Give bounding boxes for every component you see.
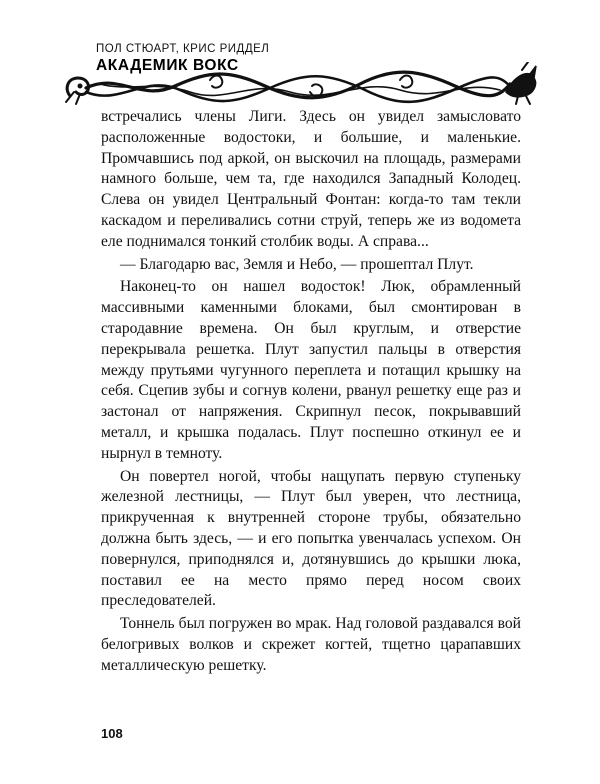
running-head-author: ПОЛ СТЮАРТ, КРИС РИДДЕЛ xyxy=(96,43,270,55)
running-head-title: АКАДЕМИК ВОКС xyxy=(96,57,239,74)
decorative-header-ornament xyxy=(60,62,540,106)
body-text xyxy=(101,107,521,677)
paragraph: Тоннель был погружен во мрак. Над головой раздавался вой белогривых волков и скрежет когтей, тщетно царапавших металлическую решетку. xyxy=(101,615,521,674)
paragraph: Он повертел ногой, чтобы нащупать первую ступеньку железной лестницы, — Плут был уверен, что лестница, прикрученная к внутренней стороне трубы, обязательно должна быть здесь, — и его попытка увенчалась успехом. Он повернулся, приподнялся и, дотянувшись до крышки люка, поставил ее на место прямо перед носом своих преследователей. xyxy=(101,467,521,610)
page-number: 108 xyxy=(101,726,123,741)
paragraph: встречались члены Лиги. Здесь он увидел замысловато расположенные водостоки, и большие, и маленькие. Промчавшись под аркой, он выскочил на площадь, размерами намного больше, чем та, где находился Западный Колодец. Слева он увидел Центральный Фонтан: когда-то там текли каскадом и переливались сотни струй, теперь же из водомета еле поднимался тонкий столбик воды. А справа... xyxy=(101,108,521,250)
paragraph: — Благодарю вас, Земля и Небо, — прошептал Плут. xyxy=(120,255,474,273)
paragraph: Наконец-то он нашел водосток! Люк, обрамленный массивными каменными блоками, был смонтирован в стародавние времена. Он был круглым, и отверстие перекрывала решетка. Плут запустил пальцы в отверстия между прутьями чугунного переплета и потащил крышку на себя. Сцепив зубы и согнув колени, рванул решетку еще раз и застонал от напряжения. Скрипнул песок, покрывавший металл, и крышка подалась. Плут поспешно откинул ее и нырнул в темноту. xyxy=(101,278,521,462)
